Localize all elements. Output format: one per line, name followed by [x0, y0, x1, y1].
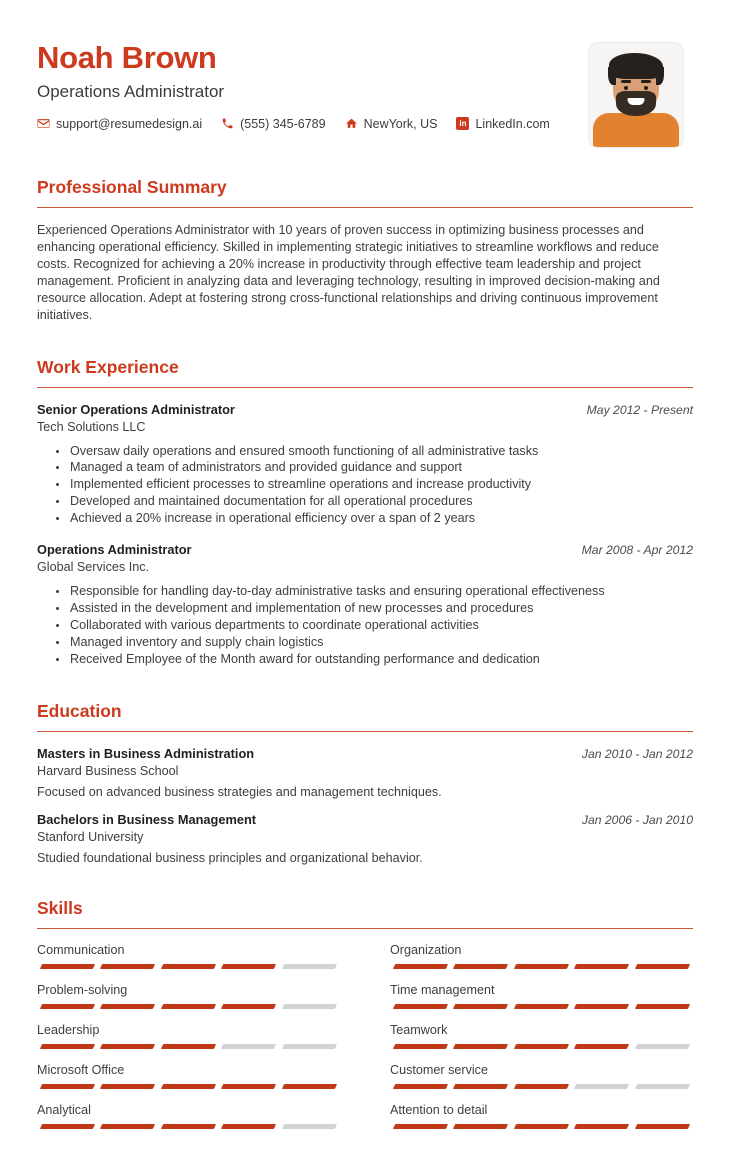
person-name: Noah Brown: [37, 40, 217, 75]
skill-segment-filled: [514, 1124, 570, 1129]
skill-level-bar: [390, 1124, 693, 1129]
skill-segment-filled: [393, 1124, 449, 1129]
contact-item: [345, 117, 438, 131]
skill-name: Communication: [37, 942, 125, 957]
skill-segment-filled: [100, 1044, 156, 1049]
skill-item: [37, 943, 340, 969]
skills-grid: [37, 943, 693, 1143]
section-divider: [37, 357, 693, 388]
degree-title: Masters in Business Administration: [37, 745, 255, 761]
skill-segment-filled: [453, 1084, 509, 1089]
education-dates: Jan 2010 - Jan 2012: [581, 746, 693, 761]
skill-segment-empty: [282, 964, 338, 969]
section-skills: [37, 898, 693, 1143]
contact-text: LinkedIn.com: [475, 116, 550, 131]
section-education: [37, 701, 693, 865]
school-name: Harvard Business School: [37, 763, 179, 778]
skill-segment-filled: [453, 1044, 509, 1049]
section-work-experience: [37, 357, 693, 668]
skill-segment-filled: [635, 1004, 691, 1009]
school-name: Stanford University: [37, 829, 144, 844]
skill-segment-filled: [221, 1124, 277, 1129]
skills-column-right: [390, 943, 693, 1143]
section-professional-summary: [37, 177, 693, 324]
skill-item: [390, 983, 693, 1009]
job-bullet: Oversaw daily operations and ensured smooth functioning of all administrative tasks: [70, 443, 693, 460]
skill-segment-filled: [100, 1084, 156, 1089]
skill-segment-empty: [221, 1044, 277, 1049]
skill-segment-filled: [221, 964, 277, 969]
skill-item: [37, 1103, 340, 1129]
contact-item: [37, 117, 202, 131]
skill-segment-filled: [40, 1004, 96, 1009]
skill-level-bar: [390, 1044, 693, 1049]
contact-item: [221, 117, 325, 131]
skill-segment-filled: [100, 1004, 156, 1009]
skill-segment-filled: [282, 1084, 338, 1089]
job-company: Global Services Inc.: [37, 560, 149, 575]
skill-segment-filled: [40, 1084, 96, 1089]
skill-segment-filled: [574, 1124, 630, 1129]
phone-icon: [221, 117, 234, 130]
skill-segment-filled: [161, 1044, 217, 1049]
job-bullet: Managed a team of administrators and provided guidance and support: [70, 459, 693, 476]
summary-paragraph: Experienced Operations Administrator with 10 years of proven success in optimizing business processes and enhancing operational efficiency. Skilled in implementing strategic initiatives to streamline workflows and reduce costs. Recognized for achieving a 20% increase in productivity through effective team leadership and project management. Proficient in analyzing data and leveraging technology, resulting in improved decision-making and resource allocation. Adept at fostering strong cross-functional relationships and driving continuous improvement initiatives.: [37, 222, 660, 322]
skill-segment-filled: [635, 964, 691, 969]
job-bullet: Managed inventory and supply chain logistics: [70, 634, 693, 651]
job-bullet: Achieved a 20% increase in operational efficiency over a span of 2 years: [70, 510, 693, 527]
skill-name: Customer service: [390, 1062, 488, 1077]
skill-segment-filled: [574, 1004, 630, 1009]
skill-level-bar: [37, 1124, 340, 1129]
skill-segment-filled: [514, 1044, 570, 1049]
contact-text: support@resumedesign.ai: [56, 116, 203, 131]
skill-segment-filled: [100, 964, 156, 969]
profile-photo: [588, 42, 684, 148]
skill-segment-filled: [393, 964, 449, 969]
skill-item: [37, 1023, 340, 1049]
job-entry: [37, 402, 693, 528]
education-entry: [37, 746, 693, 799]
skill-segment-filled: [514, 1084, 570, 1089]
skill-segment-filled: [514, 964, 570, 969]
skill-segment-filled: [161, 1084, 217, 1089]
skill-item: [390, 1103, 693, 1129]
skill-level-bar: [390, 1084, 693, 1089]
skill-segment-filled: [161, 964, 217, 969]
email-icon: [37, 117, 50, 130]
skill-segment-filled: [393, 1084, 449, 1089]
avatar-shirt: [593, 113, 679, 148]
skill-name: Problem-solving: [37, 982, 128, 997]
skill-segment-filled: [40, 964, 96, 969]
section-title-skills: Skills: [37, 897, 83, 918]
skill-segment-empty: [635, 1044, 691, 1049]
home-icon: [345, 117, 358, 130]
skill-segment-filled: [100, 1124, 156, 1129]
skill-name: Attention to detail: [390, 1102, 488, 1117]
resume-header: [37, 42, 693, 131]
skill-segment-filled: [453, 964, 509, 969]
avatar-hair: [609, 53, 663, 79]
skill-item: [37, 1063, 340, 1089]
education-dates: Jan 2006 - Jan 2010: [581, 812, 693, 827]
education-description: Studied foundational business principles and organizational behavior.: [37, 850, 423, 865]
skill-segment-empty: [574, 1084, 630, 1089]
section-divider: [37, 701, 693, 732]
skill-name: Analytical: [37, 1102, 91, 1117]
skill-segment-filled: [161, 1004, 217, 1009]
skill-name: Leadership: [37, 1022, 100, 1037]
skill-segment-empty: [282, 1004, 338, 1009]
education-list: [37, 746, 693, 865]
skill-name: Microsoft Office: [37, 1062, 125, 1077]
skill-name: Organization: [390, 942, 462, 957]
skill-item: [390, 943, 693, 969]
section-title-work: Work Experience: [37, 356, 179, 377]
skill-name: Time management: [390, 982, 495, 997]
job-list: [37, 402, 693, 668]
skill-segment-filled: [161, 1124, 217, 1129]
skill-segment-filled: [221, 1084, 277, 1089]
skills-column-left: [37, 943, 340, 1143]
job-dates: Mar 2008 - Apr 2012: [581, 543, 693, 558]
skill-level-bar: [390, 1004, 693, 1009]
skill-segment-filled: [393, 1004, 449, 1009]
skill-item: [390, 1063, 693, 1089]
skill-segment-filled: [574, 964, 630, 969]
job-entry: [37, 542, 693, 668]
skill-segment-filled: [40, 1044, 96, 1049]
section-title-education: Education: [37, 700, 122, 721]
job-bullet: Developed and maintained documentation for all operational procedures: [70, 493, 693, 510]
linkedin-icon: in: [456, 117, 469, 130]
job-dates: May 2012 - Present: [586, 402, 693, 417]
skill-level-bar: [37, 1044, 340, 1049]
education-description: Focused on advanced business strategies and management techniques.: [37, 784, 442, 799]
skill-segment-filled: [574, 1044, 630, 1049]
skill-segment-empty: [635, 1084, 691, 1089]
skill-level-bar: [37, 1004, 340, 1009]
job-bullet: Implemented efficient processes to streamline operations and increase productivity: [70, 476, 693, 493]
job-company: Tech Solutions LLC: [37, 419, 146, 434]
section-divider: [37, 177, 693, 208]
skill-segment-filled: [40, 1124, 96, 1129]
job-bullet: Responsible for handling day-to-day administrative tasks and ensuring operational effectiveness: [70, 583, 693, 600]
skill-level-bar: [390, 964, 693, 969]
avatar-beard: [616, 91, 656, 116]
person-title: Operations Administrator: [37, 81, 225, 101]
contact-text: (555) 345-6789: [240, 116, 326, 131]
skill-segment-filled: [635, 1124, 691, 1129]
education-entry: [37, 812, 693, 865]
skill-segment-filled: [393, 1044, 449, 1049]
job-bullet: Collaborated with various departments to coordinate operational activities: [70, 617, 693, 634]
skill-item: [37, 983, 340, 1009]
section-title-summary: Professional Summary: [37, 176, 227, 197]
job-title: Senior Operations Administrator: [37, 401, 235, 417]
degree-title: Bachelors in Business Management: [37, 811, 257, 827]
skill-segment-filled: [514, 1004, 570, 1009]
skill-segment-filled: [453, 1004, 509, 1009]
skill-segment-filled: [221, 1004, 277, 1009]
contact-item: [456, 117, 549, 131]
skill-level-bar: [37, 964, 340, 969]
skill-item: [390, 1023, 693, 1049]
job-bullets: [37, 443, 693, 528]
skill-segment-empty: [282, 1044, 338, 1049]
section-divider: [37, 898, 693, 929]
skill-segment-empty: [282, 1124, 338, 1129]
skill-level-bar: [37, 1084, 340, 1089]
contact-text: NewYork, US: [363, 116, 438, 131]
avatar-head: [613, 58, 659, 113]
job-bullet: Received Employee of the Month award for outstanding performance and dedication: [70, 651, 693, 668]
job-title: Operations Administrator: [37, 542, 192, 558]
job-bullet: Assisted in the development and implementation of new processes and procedures: [70, 600, 693, 617]
skill-name: Teamwork: [390, 1022, 448, 1037]
job-bullets: [37, 583, 693, 668]
skill-segment-filled: [453, 1124, 509, 1129]
